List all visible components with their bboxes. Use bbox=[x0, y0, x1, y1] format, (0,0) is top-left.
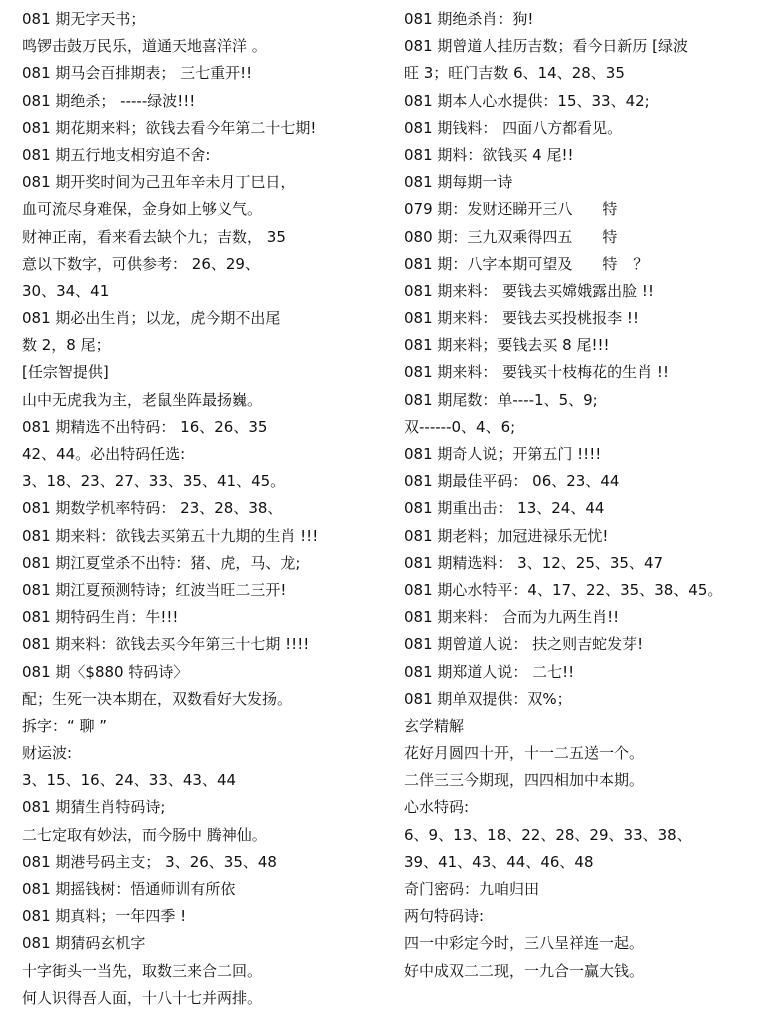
left-line-31 bbox=[22, 822, 386, 849]
poem-question-mark: ？ bbox=[633, 254, 649, 273]
right-line-text: 081 期来料： 要钱买十枝梅花的生肖 !! bbox=[404, 363, 669, 382]
right-line-22 bbox=[404, 577, 762, 604]
right-column bbox=[392, 0, 768, 1024]
right-line-2 bbox=[404, 33, 762, 60]
poem-tail-mark: 特 bbox=[602, 254, 618, 273]
left-line-7 bbox=[22, 169, 386, 196]
left-line-text: 二七定取有妙法，而今肠中 腾神仙。 bbox=[22, 825, 267, 844]
right-line-text: 心水特码: bbox=[404, 798, 470, 817]
left-line-text: 3、15、16、24、33、43、44 bbox=[22, 771, 237, 790]
left-line-text: 081 期猜码玄机字 bbox=[22, 934, 146, 953]
left-line-text: 081 期港号码主支； 3、26、35、48 bbox=[22, 852, 277, 871]
left-line-text: 配；生死一决本期在，双数看好大发扬。 bbox=[22, 689, 293, 708]
right-line-text: 081 期曾道人说： 扶之则吉蛇发芽! bbox=[404, 635, 644, 654]
right-line-25 bbox=[404, 659, 762, 686]
right-line-text: 081 期来料： 要钱去买投桃报李 !! bbox=[404, 309, 639, 328]
left-line-text: 081 期真料；一年四季 ! bbox=[22, 907, 187, 926]
right-line-text: 081 期来料： 要钱去买嫦娥露出脸 !! bbox=[404, 281, 654, 300]
left-line-37 bbox=[22, 985, 386, 1012]
left-line-text: 081 期〈$880 特码诗〉 bbox=[22, 662, 189, 681]
right-line-13 bbox=[404, 332, 762, 359]
left-line-text: 081 期来料：欲钱去买今年第三十七期 !!!! bbox=[22, 635, 310, 654]
left-line-12 bbox=[22, 305, 386, 332]
left-line-16 bbox=[22, 414, 386, 441]
left-line-text: 081 期花期来料；欲钱去看今年第二十七期! bbox=[22, 118, 317, 137]
left-line-35 bbox=[22, 930, 386, 957]
left-line-text: 财神正南，看来看去缺个九；吉数， 35 bbox=[22, 227, 286, 246]
right-line-11 bbox=[404, 278, 762, 305]
left-line-33 bbox=[22, 876, 386, 903]
left-line-10 bbox=[22, 251, 386, 278]
right-line-text: 081 期曾道人挂历吉数；看今日新历 [绿波 bbox=[404, 37, 689, 56]
left-line-34 bbox=[22, 903, 386, 930]
left-line-text: 081 期江夏堂杀不出特：猪、虎，马、龙; bbox=[22, 553, 301, 572]
right-line-26 bbox=[404, 686, 762, 713]
right-line-text: 081 期钱料： 四面八方都看见。 bbox=[404, 118, 623, 137]
right-line-text: 好中成双二二现，一九合一赢大钱。 bbox=[404, 961, 645, 980]
left-line-text: 081 期必出生肖；以龙，虎今期不出尾 bbox=[22, 309, 281, 328]
left-line-9 bbox=[22, 224, 386, 251]
right-line-text: 081 期郑道人说： 二七!! bbox=[404, 662, 575, 681]
right-line-24 bbox=[404, 631, 762, 658]
right-line-14 bbox=[404, 359, 762, 386]
left-line-15 bbox=[22, 387, 386, 414]
right-line-6 bbox=[404, 142, 762, 169]
right-line-text: 两句特码诗: bbox=[404, 907, 485, 926]
right-line-12 bbox=[404, 305, 762, 332]
poem-tail-mark: 特 bbox=[602, 227, 618, 246]
right-line-33 bbox=[404, 876, 762, 903]
left-line-6 bbox=[22, 142, 386, 169]
right-line-34 bbox=[404, 903, 762, 930]
right-line-text: 081 期料：欲钱买 4 尾!! bbox=[404, 145, 574, 164]
left-line-text: 数 2，8 尾； bbox=[22, 336, 111, 355]
left-line-text: 081 期江夏预测特诗；红波当旺二三开! bbox=[22, 580, 287, 599]
left-line-text: 081 期特码生肖：牛!!! bbox=[22, 608, 179, 627]
left-line-20 bbox=[22, 523, 386, 550]
right-line-36 bbox=[404, 958, 762, 985]
left-line-36 bbox=[22, 958, 386, 985]
left-line-2 bbox=[22, 33, 386, 60]
left-line-text: 3、18、23、27、33、35、41、45。 bbox=[22, 472, 286, 491]
right-line-3 bbox=[404, 60, 762, 87]
right-line-text: 二伴三三今期现，四四相加中本期。 bbox=[404, 771, 645, 790]
left-line-30 bbox=[22, 794, 386, 821]
left-line-text: 意以下数字，可供参考： 26、29、 bbox=[22, 254, 260, 273]
right-line-16 bbox=[404, 414, 762, 441]
right-line-text: 081 期重出击： 13、24、44 bbox=[404, 499, 605, 518]
poem-tail-mark: 特 bbox=[602, 200, 618, 219]
left-line-text: 081 期绝杀； -----绿波!!! bbox=[22, 91, 196, 110]
left-line-text: [任宗智提供] bbox=[22, 363, 109, 382]
left-line-13 bbox=[22, 332, 386, 359]
left-line-text: 081 期猜生肖特码诗; bbox=[22, 798, 166, 817]
right-line-text: 旺 3；旺门吉数 6、14、28、35 bbox=[404, 64, 625, 83]
right-line-35 bbox=[404, 930, 762, 957]
left-line-4 bbox=[22, 88, 386, 115]
right-line-15 bbox=[404, 387, 762, 414]
left-line-text: 山中无虎我为主，老鼠坐阵最扬巍。 bbox=[22, 390, 263, 409]
right-line-text: 081 期心水特平：4、17、22、35、38、45。 bbox=[404, 580, 723, 599]
left-line-17 bbox=[22, 441, 386, 468]
left-line-text: 财运波: bbox=[22, 744, 73, 763]
left-line-32 bbox=[22, 849, 386, 876]
left-line-19 bbox=[22, 495, 386, 522]
left-line-text: 081 期五行地支相穷追不舍: bbox=[22, 145, 211, 164]
right-line-8 bbox=[404, 196, 762, 223]
right-line-text: 081 期绝杀肖：狗! bbox=[404, 10, 534, 28]
left-line-text: 081 期来料：欲钱去买第五十九期的生肖 !!! bbox=[22, 526, 319, 545]
right-line-10 bbox=[404, 251, 762, 278]
right-line-28 bbox=[404, 740, 762, 767]
right-line-text: 079 期：发财还睇开三八 bbox=[404, 200, 573, 219]
right-line-31 bbox=[404, 822, 762, 849]
left-line-text: 081 期摇钱树：悟通师训有所依 bbox=[22, 880, 236, 898]
right-line-text: 双------0、4、6; bbox=[404, 417, 516, 436]
right-line-9 bbox=[404, 224, 762, 251]
left-line-1 bbox=[22, 6, 386, 33]
right-line-21 bbox=[404, 550, 762, 577]
left-line-5 bbox=[22, 115, 386, 142]
right-line-text: 081 期最佳平码： 06、23、44 bbox=[404, 472, 620, 491]
right-line-30 bbox=[404, 794, 762, 821]
left-line-11 bbox=[22, 278, 386, 305]
right-line-text: 奇门密码：九咱归田 bbox=[404, 880, 540, 898]
left-line-18 bbox=[22, 468, 386, 495]
left-line-25 bbox=[22, 659, 386, 686]
left-line-8 bbox=[22, 196, 386, 223]
left-line-21 bbox=[22, 550, 386, 577]
right-line-text: 39、41、43、44、46、48 bbox=[404, 852, 594, 871]
left-line-14 bbox=[22, 359, 386, 386]
left-line-26 bbox=[22, 686, 386, 713]
right-line-text: 081 期奇人说；开第五门 !!!! bbox=[404, 445, 602, 463]
left-line-text: 081 期无字天书； bbox=[22, 10, 146, 28]
right-line-27 bbox=[404, 713, 762, 740]
right-line-text: 081 期来料： 合而为九两生肖!! bbox=[404, 608, 620, 627]
right-line-text: 6、9、13、18、22、28、29、33、38、 bbox=[404, 825, 692, 844]
right-line-text: 081 期尾数：单----1、5、9; bbox=[404, 390, 598, 409]
left-line-text: 081 期数学机率特码： 23、28、38、 bbox=[22, 499, 283, 518]
right-line-text: 080 期：三九双乘得四五 bbox=[404, 227, 573, 246]
left-line-text: 081 期精选不出特码： 16、26、35 bbox=[22, 417, 268, 436]
left-line-text: 42、44。必出特码任选: bbox=[22, 445, 186, 463]
right-line-4 bbox=[404, 88, 762, 115]
right-line-text: 081 期老料；加冠进禄乐无忧! bbox=[404, 526, 609, 545]
left-line-text: 拆字：“ 聊 ” bbox=[22, 716, 108, 735]
right-line-1 bbox=[404, 6, 762, 33]
right-line-32 bbox=[404, 849, 762, 876]
right-line-text: 玄学精解 bbox=[404, 716, 465, 735]
right-line-29 bbox=[404, 767, 762, 794]
left-line-text: 鸣锣击鼓万民乐，道通天地喜洋洋 。 bbox=[22, 37, 267, 56]
left-line-text: 十字街头一当先，取数三来合二回。 bbox=[22, 961, 263, 980]
left-line-28 bbox=[22, 740, 386, 767]
left-line-22 bbox=[22, 577, 386, 604]
left-line-23 bbox=[22, 604, 386, 631]
left-line-text: 血可流尽身难保，金身如上够义气。 bbox=[22, 200, 263, 219]
left-line-text: 何人识得吾人面，十八十七并两排。 bbox=[22, 988, 263, 1007]
right-line-23 bbox=[404, 604, 762, 631]
right-line-text: 四一中彩定今时，三八呈祥连一起。 bbox=[404, 934, 645, 953]
right-line-text: 花好月圆四十开，十一二五送一个。 bbox=[404, 744, 645, 763]
right-line-text: 081 期精选料： 3、12、25、35、47 bbox=[404, 553, 664, 572]
right-line-text: 081 期本人心水提供：15、33、42; bbox=[404, 91, 650, 110]
right-line-text: 081 期单双提供：双%； bbox=[404, 689, 572, 708]
left-line-text: 081 期马会百排期表； 三七重开!! bbox=[22, 64, 253, 83]
right-line-20 bbox=[404, 523, 762, 550]
right-line-text: 081 期每期一诗 bbox=[404, 173, 513, 192]
left-line-24 bbox=[22, 631, 386, 658]
left-line-3 bbox=[22, 60, 386, 87]
right-line-17 bbox=[404, 441, 762, 468]
left-line-29 bbox=[22, 767, 386, 794]
left-line-text: 081 期开奖时间为己丑年辛未月丁巳日， bbox=[22, 173, 296, 192]
right-line-text: 081 期来料；要钱去买 8 尾!!! bbox=[404, 336, 610, 355]
left-line-text: 30、34、41 bbox=[22, 281, 110, 300]
right-line-18 bbox=[404, 468, 762, 495]
right-line-7 bbox=[404, 169, 762, 196]
right-line-5 bbox=[404, 115, 762, 142]
right-line-text: 081 期：八字本期可望及 bbox=[404, 254, 573, 273]
right-line-19 bbox=[404, 495, 762, 522]
left-line-27 bbox=[22, 713, 386, 740]
